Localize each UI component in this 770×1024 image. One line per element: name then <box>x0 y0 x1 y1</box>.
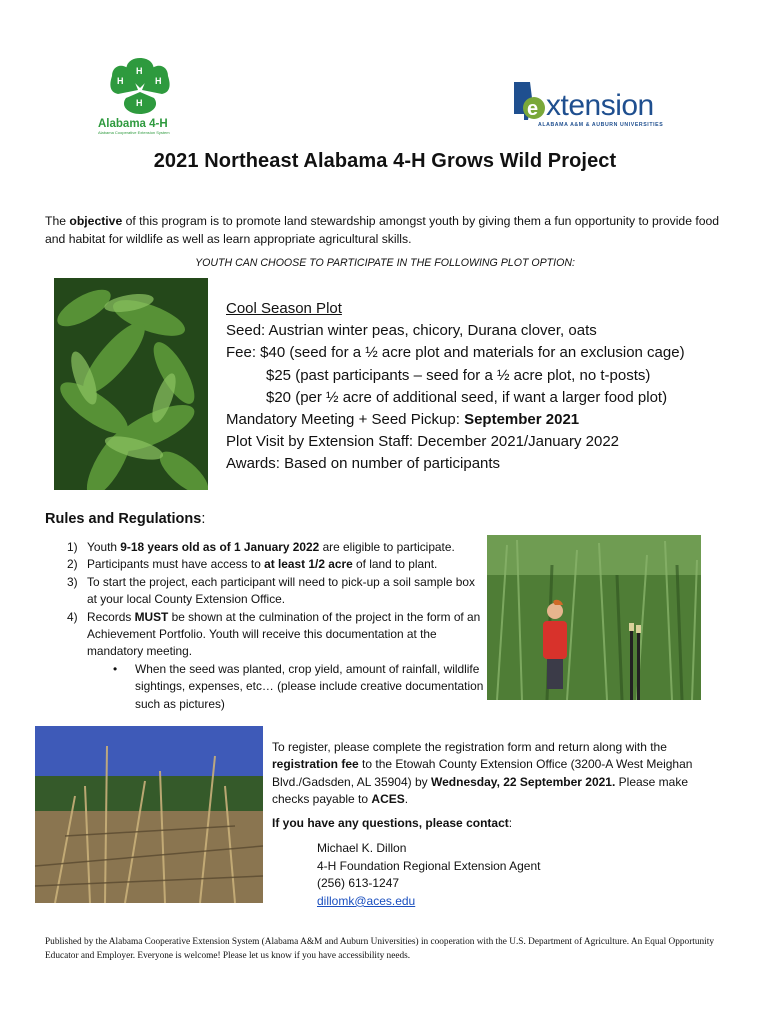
plot-heading: Cool Season Plot <box>226 300 342 317</box>
rules-heading: Rules and Regulations: <box>45 511 206 527</box>
contact-name: Michael K. Dillon <box>317 841 407 855</box>
youth-in-food-plot-photo <box>487 535 701 700</box>
svg-text:e: e <box>527 98 539 120</box>
contact-block <box>317 840 540 910</box>
plot-meeting-date: September 2021 <box>464 411 580 429</box>
rule-sub-bullet: • When the seed was planted, crop yield, amount of rainfall, wildlife sightings, expenses, etc… (please include creative documentation such as pictures) <box>113 661 485 713</box>
plot-meeting: Mandatory Meeting + Seed Pickup: September 2021 <box>226 411 580 429</box>
alabama-4h-logo <box>92 52 188 136</box>
alabama-extension-logo <box>512 80 692 130</box>
registration-deadline: Wednesday, 22 September 2021. <box>431 774 616 789</box>
svg-text:H: H <box>117 76 124 86</box>
dry-field-photo <box>35 726 263 903</box>
rule-item-3: 3) To start the project, each participant will need to pick-up a soil sample box at your local County Extension Office. <box>67 574 475 607</box>
logo-4h-brand: Alabama 4-H <box>98 118 168 130</box>
svg-text:H: H <box>155 76 162 86</box>
rule-item-2: 2) Participants must have access to at least 1/2 acre of land to plant. <box>67 557 438 572</box>
contact-phone: (256) 613-1247 <box>317 876 400 891</box>
objective-paragraph: The objective of this program is to promote land stewardship amongst youth by giving them a fun opportunity to provide food and habitat for wildlife as well as learn appropriate agricultural skills. <box>45 214 720 246</box>
chicory-plant-photo <box>54 278 208 490</box>
bullet-icon: • <box>113 661 118 676</box>
plot-option-heading: YOUTH CAN CHOOSE TO PARTICIPATE IN THE FOLLOWING PLOT OPTION: <box>195 257 575 269</box>
rules-list <box>45 539 485 713</box>
objective-bold: objective <box>69 214 123 228</box>
registration-instructions: To register, please complete the registration form and return along with the registration fee to the Etowah County Extension Office (3200-A West Meighan Blvd./Gadsden, AL 35904) by Wednesday, 22 September 2021. Please make checks payable to ACES. <box>272 740 693 807</box>
logo-ext-tagline: ALABAMA A&M & AUBURN UNIVERSITIES <box>538 122 664 128</box>
plot-awards: Awards: Based on number of participants <box>226 455 501 473</box>
rule-item-4: 4) Records MUST be shown at the culmination of the project in the form of an Achievement Portfolio. Youth will receive this documentation at the mandatory meeting. <box>67 609 481 659</box>
page-title: 2021 Northeast Alabama 4-H Grows Wild Project <box>153 150 617 172</box>
svg-text:H: H <box>136 66 143 76</box>
footer-disclaimer: Published by the Alabama Cooperative Extension System (Alabama A&M and Auburn Universities) in cooperation with the U.S. Department of Agriculture. An Equal Opportunity Educator and Employer. Everyone is welcome! Please let us know if you have accessibility needs. <box>45 937 714 961</box>
contact-heading: If you have any questions, please contact: <box>272 816 513 830</box>
cool-season-plot-details <box>226 298 685 476</box>
contact-role: 4-H Foundation Regional Extension Agent <box>317 858 541 873</box>
plot-fee-40: Fee: $40 (seed for a ½ acre plot and materials for an exclusion cage) <box>226 344 685 362</box>
plot-visit: Plot Visit by Extension Staff: December 2021/January 2022 <box>226 433 620 451</box>
plot-fee-20: $20 (per ½ acre of additional seed, if want a larger food plot) <box>266 388 668 406</box>
contact-email-link[interactable]: dillomk@aces.edu <box>317 893 416 908</box>
svg-text:H: H <box>136 98 143 108</box>
logo-4h-tagline: Alabama Cooperative Extension System <box>98 130 170 135</box>
rule-item-1: 1) Youth 9-18 years old as of 1 January 2022 are eligible to participate. <box>67 540 455 554</box>
logo-ext-brand: xtension <box>546 89 654 122</box>
plot-seed: Seed: Austrian winter peas, chicory, Durana clover, oats <box>226 322 597 340</box>
plot-fee-25: $25 (past participants – seed for a ½ acre plot, no t-posts) <box>266 366 651 384</box>
